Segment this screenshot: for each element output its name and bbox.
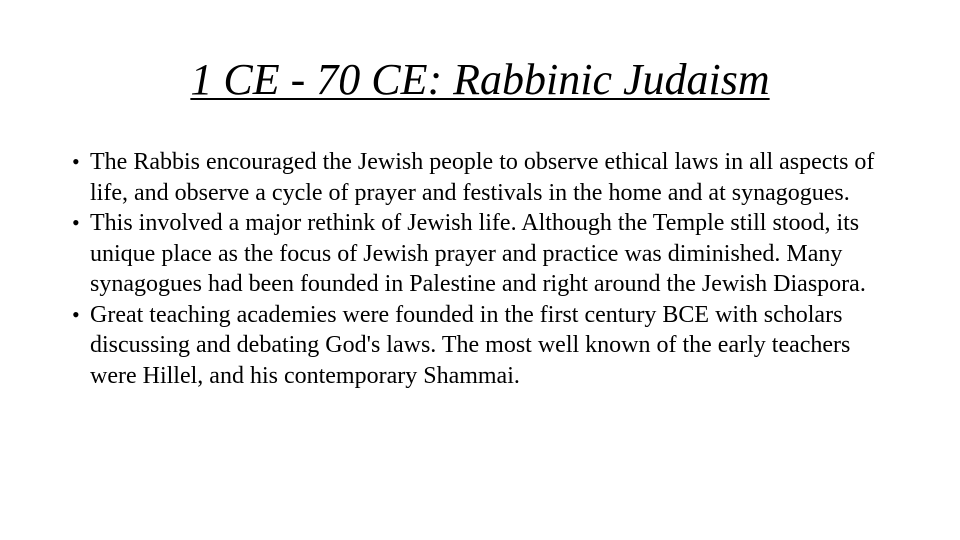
bullet-item bbox=[72, 208, 902, 300]
bullet-text: This involved a major rethink of Jewish life. Although the Temple still stood, its unique place as the focus of Jewish prayer and practice was diminished. Many synagogues had been founded in Palestine and right around the Jewish Diaspora. bbox=[90, 210, 866, 297]
bullet-text: The Rabbis encouraged the Jewish people to observe ethical laws in all aspects of life, and observe a cycle of prayer and festivals in the home and at synagogues. bbox=[90, 149, 875, 206]
bullet-text: Great teaching academies were founded in the first century BCE with scholars discussing and debating God's laws. The most well known of the early teachers were Hillel, and his contemporary Shammai. bbox=[90, 301, 851, 389]
bullet-dot-icon: • bbox=[72, 149, 80, 174]
bullet-item bbox=[72, 300, 902, 392]
bullet-dot-icon: • bbox=[72, 301, 80, 327]
bullet-list bbox=[72, 147, 902, 391]
slide-title: 1 CE - 70 CE: Rabbinic Judaism bbox=[190, 55, 770, 104]
bullet-dot-icon: • bbox=[72, 210, 80, 235]
bullet-item bbox=[72, 147, 902, 208]
